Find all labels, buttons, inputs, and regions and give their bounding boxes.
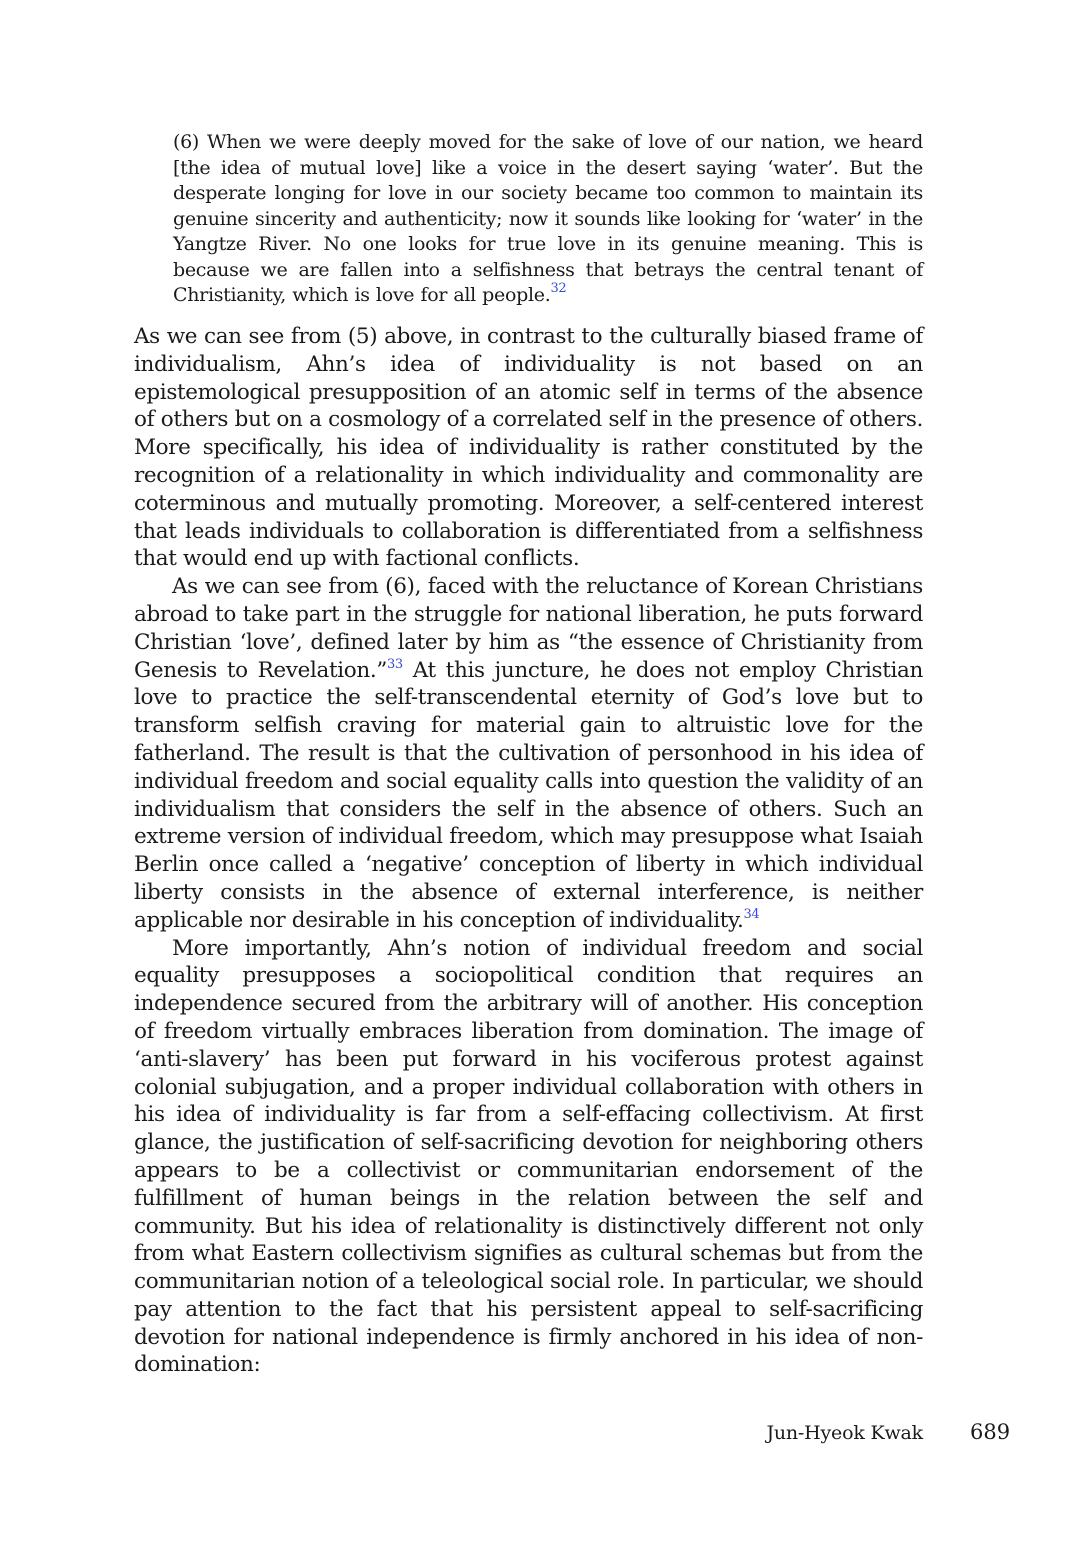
paragraph-3: More importantly, Ahn’s notion of individual freedom and social equality presupposes a sociopolitical condition that requires an independence secured from the arbitrary will of another. His conception of freedom virtually embraces liberation from domination. The image of ‘anti-slavery’ has been put forward in his vociferous protest against colonial subjugation, and a proper individual collaboration with others in his idea of individuality is far from a self-effacing collectivism. At first glance, the justification of self-sacrificing devotion for neighboring others appears to be a collectivist or communitarian endorsement of the fulfillment of human beings in the relation between the self and community. But his idea of relationality is distinctively different not only from what Eastern collectivism signifies as cultural schemas but from the communitarian notion of a teleological social role. In particular, we should pay attention to the fact that his persistent appeal to self-sacrificing devotion for national independence is firmly anchored in his idea of non-domination:: [134, 935, 923, 1378]
page-number: 689: [970, 1420, 1011, 1444]
footnote-ref-34[interactable]: 34: [743, 906, 760, 922]
body-text: [134, 323, 923, 1379]
footnote-ref-33[interactable]: 33: [387, 656, 403, 672]
block-quote-text: (6) When we were deeply moved for the sake of love of our nation, we heard [the idea of mutual love] like a voice in the desert saying ‘water’. But the desperate longing for love in our society became too common to maintain its genuine sincerity and authenticity; now it sounds like looking for ‘water’ in the Yangtze River. No one looks for true love in its genuine meaning. This is because we are fallen into a selfishness that betrays the central tenant of Christianity, which is love for all people.: [173, 131, 923, 306]
paragraph-1: As we can see from (5) above, in contrast to the culturally biased frame of individualism, Ahn’s idea of individuality is not based on an epistemological presupposition of an atomic self in terms of the absence of others but on a cosmology of a correlated self in the presence of others. More specifically, his idea of individuality is rather constituted by the recognition of a relationality in which individuality and commonality are coterminous and mutually promoting. Moreover, a self-centered interest that leads individuals to collaboration is differentiated from a selfishness that would end up with factional conflicts.: [134, 324, 923, 572]
block-quote: [173, 130, 923, 309]
paragraph-2-text-b: At this juncture, he does not employ Christian love to practice the self-transcendental eternity of God’s love but to transform selfish craving for material gain to altruistic love for the fatherland. The result is that the cultivation of personhood in his idea of individual freedom and social equality calls into question the validity of an individualism that considers the self in the absence of others. Such an extreme version of individual freedom, which may presuppose what Isaiah Berlin once called a ‘negative’ conception of liberty in which individual liberty consists in the absence of external interference, is neither applicable nor desirable in his conception of individuality.: [134, 657, 923, 933]
paragraph-2-text-a: As we can see from (6), faced with the reluctance of Korean Christians abroad to take part in the struggle for national liberation, he puts forward Christian ‘love’, defined later by him as “the essence of Christianity from Genesis to Revelation.”: [134, 574, 923, 683]
footnote-ref-32[interactable]: 32: [550, 281, 567, 296]
running-footer-author: Jun-Hyeok Kwak: [766, 1422, 923, 1444]
paragraph-2: [134, 573, 923, 934]
